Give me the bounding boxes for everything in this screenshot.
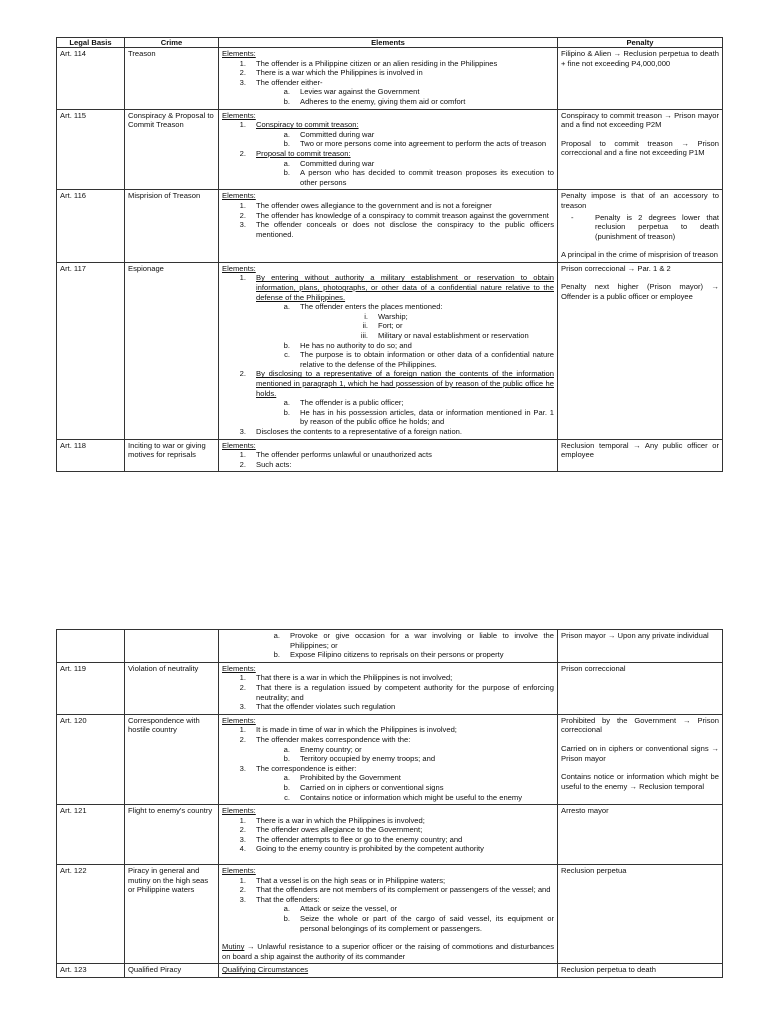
- element-item: That the offenders:: [256, 894, 320, 904]
- penalty-text: Prison correccional: [561, 663, 626, 673]
- element-subitem: Enemy country; or: [300, 744, 362, 754]
- element-item: The offender makes correspondence with the:: [256, 734, 411, 744]
- element-subitem: Expose Filipino citizens to reprisals on their persons or property: [290, 650, 504, 660]
- penalty-text: Reclusion temporal → Any public officer or employee: [561, 440, 719, 460]
- element-item: The offender either-: [256, 77, 323, 87]
- penalty-cell: [558, 109, 723, 190]
- crime-name: Misprision of Treason: [125, 190, 219, 263]
- table-page-2: [56, 629, 722, 978]
- element-subitem: Territory occupied by enemy troops; and: [300, 754, 436, 764]
- element-item: The offender has knowledge of a conspiracy to commit treason against the government: [256, 210, 549, 220]
- elements-cell: Elements: 1. Conspiracy to commit treason: a. Committed during war b. Two or more persons come into agreement to perform the acts of treason 2. Proposal to commit treason: a. Committed during war b. A person who has decided to commit treason proposes its execution to other persons: [219, 109, 558, 190]
- element-subitem: Carried on in ciphers or conventional signs: [300, 782, 444, 792]
- element-subitem: The offender enters the places mentioned:: [300, 302, 443, 312]
- mutiny-definition: [222, 942, 554, 961]
- crime-name: Piracy in general and mutiny on the high seas or Philippine waters: [125, 865, 219, 964]
- penalty-cell: [558, 262, 723, 439]
- penalty-cell: [558, 865, 723, 964]
- crime-name: Violation of neutrality: [125, 662, 219, 714]
- elements-cell: Elements: 1. By entering without authority a military establishment or reservation to obtain information, plans, photographs, or other data of a confidential nature relative to the defense of the Philippines. a. The offender enters the places mentioned: i. Warship; ii. Fort; or iii. Military or naval establishment or reservation b. He has no authority to do so; and c. The purpose is to obtain information or other data of a confidential nature relative to the defense of the Philippines. 2. By disclosing to a representative of a foreign nation the contents of the information mentioned in paragraph 1, which he had possession of by reason of the public office he holds. a. The offender is a public officer; b. He has in his possession articles, data or information mentioned in Par. 1 by reason of the public office he holds; and 3. Discloses the contents to a representative of a foreign nation.: [219, 262, 558, 439]
- penalty-text: Reclusion perpetua to death: [561, 965, 656, 975]
- table-row: [57, 964, 723, 978]
- header-legal-basis: Legal Basis: [57, 38, 125, 48]
- crime-name: Qualified Piracy: [125, 964, 219, 978]
- element-subitem: Adheres to the enemy, giving them aid or comfort: [300, 96, 466, 106]
- crime-name: Flight to enemy's country: [125, 805, 219, 865]
- penalty-text: Prohibited by the Government → Prison correccional: [561, 715, 719, 735]
- element-subitem: Levies war against the Government: [300, 87, 420, 97]
- legal-basis: Art. 117: [57, 262, 125, 439]
- penalty-text: Carried on in ciphers or conventional signs → Prison mayor: [561, 743, 719, 763]
- element-subitem: Prohibited by the Government: [300, 773, 401, 783]
- element-item: That the offenders are not members of its complement or passengers of the vessel; and: [256, 885, 551, 895]
- penalty-text: Penalty impose is that of an accessory to treason: [561, 191, 719, 210]
- elements-cell: [219, 964, 558, 978]
- element-subitem: Provoke or give occasion for a war involving or liable to involve the Philippines; or: [290, 631, 554, 650]
- element-item: That the offender violates such regulation: [256, 702, 396, 712]
- element-item: That there is a war in which the Philippines is not involved;: [256, 673, 453, 683]
- penalty-text: Arresto mayor: [561, 806, 609, 816]
- crime-name: Treason: [125, 48, 219, 110]
- element-subsubitem: Military or naval establishment or reservation: [378, 331, 529, 341]
- legal-basis: Art. 120: [57, 714, 125, 804]
- table-row: [57, 190, 723, 263]
- crime-name: [125, 630, 219, 663]
- crime-name: Conspiracy & Proposal to Commit Treason: [125, 109, 219, 190]
- element-subitem: Committed during war: [300, 129, 375, 139]
- penalty-text: Conspiracy to commit treason → Prison mayor and a find not exceeding P2M: [561, 110, 719, 130]
- element-heading: Conspiracy to commit treason:: [256, 120, 359, 130]
- elements-cell: Elements: 1. The offender owes allegiance to the government and is not a foreigner 2. The offender has knowledge of a conspiracy to commit treason against the government 3. The offender conceals or does not disclose the conspiracy to the public officers mentioned.: [219, 190, 558, 263]
- crime-name: Inciting to war or giving motives for reprisals: [125, 439, 219, 472]
- penalty-cell: [558, 630, 723, 663]
- element-heading: Proposal to commit treason:: [256, 148, 351, 158]
- element-subitem: The purpose is to obtain information or other data of a confidential nature relative to the defense of the Philippines.: [300, 350, 554, 369]
- crime-name: Espionage: [125, 262, 219, 439]
- penalty-text: Penalty is 2 degrees lower that reclusion perpetua to death (punishment of treason): [595, 212, 719, 241]
- legal-basis: Art. 121: [57, 805, 125, 865]
- element-item: The offender is a Philippine citizen or an alien residing in the Philippines: [256, 58, 498, 68]
- penalty-cell: [558, 805, 723, 865]
- penalty-text: A principal in the crime of misprision of treason: [561, 250, 719, 260]
- element-subitem: He has in his possession articles, data or information mentioned in Par. 1 by reason of the public office he holds; and: [300, 407, 554, 427]
- legal-basis: Art. 122: [57, 865, 125, 964]
- crime-name: Correspondence with hostile country: [125, 714, 219, 804]
- element-item: The offender attempts to flee or go to the enemy country; and: [256, 834, 463, 844]
- element-item: It is made in time of war in which the Philippines is involved;: [256, 725, 457, 735]
- crimes-table-2: [56, 629, 723, 978]
- element-item: Discloses the contents to a representative of a foreign nation.: [256, 426, 462, 436]
- penalty-text: Contains notice or information which might be useful to the enemy → Reclusion temporal: [561, 772, 719, 791]
- penalty-cell: [558, 48, 723, 110]
- penalty-text: Filipino & Alien → Reclusion perpetua to death + fine not exceeding P4,000,000: [561, 49, 719, 68]
- penalty-text: Prison mayor → Upon any private individual: [561, 631, 709, 640]
- penalty-text: Prison correccional → Par. 1 & 2: [561, 263, 671, 273]
- elements-label: Elements:: [222, 110, 256, 120]
- elements-label: Elements:: [222, 440, 256, 450]
- table-row: [57, 48, 723, 110]
- element-item: The offender owes allegiance to the government and is not a foreigner: [256, 200, 492, 210]
- element-item: The offender owes allegiance to the Government;: [256, 825, 423, 835]
- element-subitem: A person who has decided to commit treason proposes its execution to other persons: [300, 168, 554, 187]
- header-crime: Crime: [125, 38, 219, 48]
- penalty-text: Penalty next higher (Prison mayor) → Offender is a public officer or employee: [561, 282, 719, 302]
- element-item: There is a war which the Philippines is involved in: [256, 68, 423, 78]
- elements-cell: Elements: 1. The offender performs unlawful or unauthorized acts 2. Such acts:: [219, 439, 558, 472]
- penalty-cell: [558, 964, 723, 978]
- elements-label: Elements:: [222, 263, 256, 273]
- table-row: [57, 439, 723, 472]
- element-subitem: The offender is a public officer;: [300, 398, 404, 408]
- element-heading: By disclosing to a representative of a foreign nation the contents of the information mentioned in paragraph 1, which he had possession of by reason of the public office he holds.: [256, 369, 554, 398]
- elements-cell: Elements: 1. There is a war in which the Philippines is involved; 2. The offender owes allegiance to the Government; 3. The offender attempts to flee or go to the enemy country; and 4. Going to the enemy country is prohibited by the competent authority: [219, 805, 558, 865]
- element-item: That a vessel is on the high seas or in Philippine waters;: [256, 875, 446, 885]
- penalty-cell: [558, 662, 723, 714]
- table-row: [57, 714, 723, 804]
- element-subitem: Committed during war: [300, 158, 375, 168]
- legal-basis: Art. 119: [57, 662, 125, 714]
- elements-label: Elements:: [222, 191, 256, 201]
- table-row: [57, 805, 723, 865]
- elements-cell: Elements: 1. That there is a war in which the Philippines is not involved; 2. That there is a regulation issued by competent authority for the purpose of enforcing neutrality; and 3. That the offender violates such regulation: [219, 662, 558, 714]
- qualifying-circumstances-label: Qualifying Circumstances: [222, 965, 309, 975]
- element-item: The correspondence is either:: [256, 763, 357, 773]
- mutiny-term: Mutiny: [222, 942, 245, 952]
- elements-cell: a. Provoke or give occasion for a war involving or liable to involve the Philippines; or b. Expose Filipino citizens to reprisals on their persons or property: [219, 630, 558, 663]
- table-row: [57, 662, 723, 714]
- elements-cell: Elements: 1. It is made in time of war in which the Philippines is involved; 2. The offender makes correspondence with the: a. Enemy country; or b. Territory occupied by enemy troops; and 3. The correspondence is either: a. Prohibited by the Government b. Carried on in ciphers or conventional signs c. Contains notice or information which might be useful to the enemy: [219, 714, 558, 804]
- element-item: The offender conceals or does not disclose the conspiracy to the public officers mentioned.: [256, 220, 554, 239]
- element-item: Going to the enemy country is prohibited by the competent authority: [256, 844, 484, 854]
- elements-cell: Elements: 1. The offender is a Philippine citizen or an alien residing in the Philippines 2. There is a war which the Philippines is involved in 3. The offender either- a. Levies war against the Government b. Adheres to the enemy, giving them aid or comfort: [219, 48, 558, 110]
- element-subitem: Contains notice or information which might be useful to the enemy: [300, 792, 523, 802]
- table-row: [57, 865, 723, 964]
- elements-label: Elements:: [222, 49, 256, 58]
- penalty-text: Reclusion perpetua: [561, 866, 627, 876]
- element-subitem: He has no authority to do so; and: [300, 340, 412, 350]
- legal-basis: Art. 114: [57, 48, 125, 110]
- element-item: Such acts:: [256, 459, 292, 469]
- element-subitem: Two or more persons come into agreement to perform the acts of treason: [300, 139, 547, 149]
- elements-label: Elements:: [222, 866, 256, 876]
- table-header-row: [57, 38, 723, 48]
- header-penalty: Penalty: [558, 38, 723, 48]
- legal-basis: Art. 115: [57, 109, 125, 190]
- elements-cell: Elements: 1. That a vessel is on the high seas or in Philippine waters; 2. That the offenders are not members of its complement or passengers of the vessel; and 3. That the offenders: a. Attack or seize the vessel, or b. Seize the whole or part of the cargo of said vessel, its equipment or personal belongings of its complement or passengers. Mutiny → Unlawful resistance to a superior officer or the raising of commotions and disturbances on board a ship against the authority of its commander: [219, 865, 558, 964]
- elements-label: Elements:: [222, 663, 256, 673]
- crimes-table-1: [56, 37, 723, 472]
- legal-basis: Art. 118: [57, 439, 125, 472]
- element-subitem: Seize the whole or part of the cargo of said vessel, its equipment or personal belongings of its complement or passengers.: [300, 914, 554, 933]
- element-item: The offender performs unlawful or unauthorized acts: [256, 450, 432, 460]
- penalty-cell: [558, 439, 723, 472]
- element-item: That there is a regulation issued by competent authority for the purpose of enforcing neutrality; and: [256, 682, 554, 702]
- header-elements: Elements: [219, 38, 558, 48]
- legal-basis: Art. 116: [57, 190, 125, 263]
- legal-basis: [57, 630, 125, 663]
- penalty-cell: Penalty impose is that of an accessory to treason - Penalty is 2 degrees lower that reclusion perpetua to death (punishment of treason) A principal in the crime of misprision of treason: [558, 190, 723, 263]
- element-heading: By entering without authority a military establishment or reservation to obtain information, plans, photographs, or other data of a confidential nature relative to the defense of the Philippines.: [256, 273, 554, 302]
- element-subsubitem: Fort; or: [378, 321, 403, 331]
- element-subitem: Attack or seize the vessel, or: [300, 904, 398, 914]
- table-row: [57, 262, 723, 439]
- element-subsubitem: Warship;: [378, 311, 408, 321]
- table-row: [57, 109, 723, 190]
- table-row: [57, 630, 723, 663]
- legal-basis: Art. 123: [57, 964, 125, 978]
- element-item: There is a war in which the Philippines is involved;: [256, 815, 425, 825]
- elements-label: Elements:: [222, 806, 256, 816]
- penalty-text: Proposal to commit treason → Prison correccional and a fine not exceeding P1M: [561, 138, 719, 158]
- elements-label: Elements:: [222, 715, 256, 725]
- table-page-1: [56, 37, 722, 472]
- mutiny-text: → Unlawful resistance to a superior officer or the raising of commotions and disturbances on board a ship against the authority of its commander: [222, 942, 554, 961]
- penalty-cell: [558, 714, 723, 804]
